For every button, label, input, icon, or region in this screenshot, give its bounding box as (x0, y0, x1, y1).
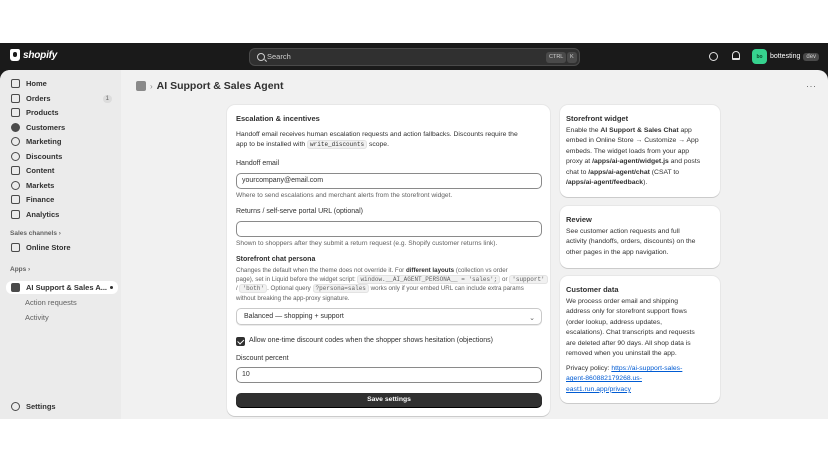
customer-data-card (560, 276, 720, 403)
person-icon (11, 123, 20, 132)
orders-icon (11, 94, 20, 103)
home-icon (11, 79, 20, 88)
app-icon (136, 81, 146, 91)
card-title: Review (566, 215, 592, 224)
sw-text: embeds. The widget loads from your app (566, 147, 690, 155)
privacy-label: Privacy policy: (566, 365, 610, 372)
admin-surface (0, 70, 828, 419)
sidebar-item-customers[interactable] (6, 121, 118, 134)
card-title: Customer data (566, 285, 619, 294)
sidebar-item-ai-agent[interactable] (6, 281, 118, 294)
sidebar-subitem-action-requests[interactable]: Action requests (25, 298, 77, 307)
sidebar-item-label: Analytics (26, 210, 60, 219)
persona-code-2: 'support' (509, 275, 547, 284)
sw-text: proxy at (566, 158, 591, 166)
privacy-link[interactable]: east1.run.app/privacy (566, 385, 631, 393)
handoff-email-help: Where to send escalations and merchant alerts from the storefront widget. (236, 192, 453, 199)
sidebar-item-label: Discounts (26, 152, 63, 161)
more-actions-icon[interactable]: ··· (806, 81, 817, 91)
persona-desc-5: / (236, 285, 238, 293)
sidebar-item-label: Online Store (26, 243, 71, 252)
scope-code: write_discounts (307, 140, 367, 149)
sw-text-bold: AI Support & Sales Chat (600, 127, 679, 134)
intro-text (236, 130, 546, 151)
persona-code-3: 'both' (239, 284, 267, 293)
persona-selected-value: Balanced — shopping + support (244, 313, 344, 320)
persona-desc-8: without breaking the app-proxy signature. (236, 294, 350, 302)
sidebar-item-discounts[interactable] (6, 150, 118, 163)
sw-text: and posts (670, 158, 701, 166)
persona-desc-4: or (502, 276, 508, 284)
handoff-email-field[interactable]: yourcompany@email.com (236, 173, 542, 189)
active-dot (110, 286, 113, 289)
dev-badge: dev (803, 53, 819, 61)
save-settings-button[interactable]: Save settings (236, 393, 542, 407)
storefront-widget-card (560, 105, 720, 197)
apps-label: Apps (10, 266, 27, 273)
discount-percent-field[interactable]: 10 (236, 367, 542, 383)
intro-line-1: Handoff email receives human escalation requests and action fallbacks. Discounts require the (236, 131, 518, 138)
sw-text: Enable the (566, 127, 599, 134)
sidebar-item-label: Customers (26, 123, 66, 132)
storefront-widget-text (566, 126, 718, 188)
chart-icon (11, 210, 20, 219)
review-line: activity (handoffs, orders, discounts) on the (566, 238, 696, 246)
persona-desc-7: works only if your embed URL can include extra params (370, 285, 524, 293)
customer-data-line: address only for storefront support flows (566, 308, 687, 316)
persona-desc-6: . Optional query (267, 285, 311, 293)
returns-url-help: Shown to shoppers after they submit a return request (e.g. Shopify customer returns link). (236, 240, 498, 247)
page-title: AI Support & Sales Agent (156, 80, 284, 92)
persona-desc-1: Changes the default when the theme does not override it. For (236, 267, 405, 274)
sidebar-item-marketing[interactable] (6, 135, 118, 148)
review-line: other pages in the app navigation. (566, 248, 669, 256)
privacy-link[interactable]: https://ai-support-sales- (611, 365, 683, 372)
intro-line-3: scope. (368, 141, 389, 149)
sidebar-item-label: Settings (26, 402, 56, 411)
persona-code-4: ?persona=sales (313, 284, 369, 293)
customer-data-text (566, 297, 718, 359)
sidebar-item-markets[interactable] (6, 179, 118, 192)
bell-icon[interactable] (732, 51, 740, 60)
sidebar (0, 70, 121, 419)
sidebar-item-label: Finance (26, 195, 55, 204)
sw-text-bold: /apps/ai-agent/widget.js (592, 158, 669, 166)
customer-data-line: (order lookup, address updates, (566, 318, 662, 326)
tag-icon (11, 108, 20, 117)
page-header (136, 80, 283, 92)
sidebar-item-label: AI Support & Sales A... (26, 283, 107, 292)
user-name: bottesting (770, 53, 801, 60)
handoff-email-label: Handoff email (236, 160, 280, 167)
card-title: Escalation & incentives (236, 114, 320, 123)
search-bar[interactable] (249, 48, 580, 66)
sidebar-item-label: Marketing (26, 137, 62, 146)
returns-url-label: Returns / self-serve portal URL (optional) (236, 208, 363, 215)
review-line: See customer action requests and full (566, 228, 680, 235)
sidebar-item-label: Markets (26, 181, 55, 190)
chevron-updown-icon: ⌄ (529, 315, 535, 322)
apps-heading[interactable]: Apps › (10, 266, 31, 273)
sidebar-item-products[interactable] (6, 106, 118, 119)
persona-title: Storefront chat persona (236, 256, 316, 263)
returns-url-field[interactable] (236, 221, 542, 237)
sw-text-bold: /apps/ai-agent/chat (588, 168, 650, 176)
shortcut-k: K (567, 52, 577, 63)
chevron-right-icon: › (150, 81, 153, 91)
logo-text: shopify (23, 49, 58, 61)
globe-icon (11, 181, 20, 190)
discount-objections-label: Allow one-time discount codes when the shopper shows hesitation (objections) (249, 337, 493, 344)
admin-window (0, 43, 828, 419)
customer-data-line: are deleted after 90 days. All shop data is (566, 339, 691, 347)
sw-text: ). (643, 179, 648, 187)
store-icon (11, 243, 20, 252)
search-icon (257, 53, 265, 61)
sidebar-item-online-store[interactable] (6, 241, 118, 254)
sw-text: (CSAT to (651, 168, 680, 176)
sidebar-item-settings[interactable] (6, 400, 118, 413)
sidebar-item-content[interactable] (6, 164, 118, 177)
orders-count-badge: 1 (103, 95, 112, 103)
review-card (560, 206, 720, 268)
sw-text: chat to (566, 168, 587, 176)
avatar: bo (752, 49, 767, 64)
sidebar-item-label: Content (26, 166, 55, 175)
shopify-bag-icon (10, 49, 20, 61)
card-title: Storefront widget (566, 114, 629, 123)
sw-text-bold: /apps/ai-agent/feedback (566, 179, 644, 187)
escalation-card (227, 105, 550, 416)
store-icon[interactable] (709, 52, 718, 61)
persona-desc-2: (collection vs order (455, 267, 508, 274)
sidebar-subitem-activity[interactable]: Activity (25, 313, 49, 322)
shopify-logo[interactable] (10, 49, 57, 61)
user-menu[interactable] (752, 49, 819, 64)
sidebar-item-analytics[interactable] (6, 208, 118, 221)
persona-description (236, 266, 548, 303)
sidebar-item-home[interactable] (6, 77, 118, 90)
persona-desc-bold: different layouts (405, 267, 455, 274)
sidebar-item-label: Orders (26, 94, 51, 103)
review-text (566, 227, 718, 258)
discount-icon (11, 152, 20, 161)
customer-data-line: escalations). Chat transcripts and requests (566, 329, 695, 337)
bank-icon (11, 195, 20, 204)
discount-percent-label: Discount percent (236, 355, 289, 362)
sw-text: embed in Online Store → Customize → App (566, 137, 699, 145)
persona-select[interactable] (236, 308, 542, 325)
sidebar-item-finance[interactable] (6, 193, 118, 206)
discount-objections-checkbox[interactable] (236, 337, 245, 346)
sales-channels-heading[interactable]: Sales channels › (10, 230, 61, 237)
intro-line-2: app to be installed with (236, 141, 306, 149)
search-placeholder: Search (267, 52, 291, 61)
privacy-policy (566, 364, 718, 395)
gear-icon (11, 402, 20, 411)
privacy-link[interactable]: agent-860882179268.us- (566, 375, 642, 383)
content-icon (11, 166, 20, 175)
customer-data-line: We process order email and shipping (566, 298, 679, 305)
persona-code-1: window.__AI_AGENT_PERSONA__ = 'sales'; (357, 275, 500, 284)
shortcut-ctrl: CTRL (546, 52, 566, 63)
target-icon (11, 137, 20, 146)
customer-data-line: removed when you uninstall the app. (566, 350, 677, 358)
sidebar-item-label: Products (26, 108, 59, 117)
persona-desc-3: page), set in Liquid before the widget script: (236, 276, 356, 284)
app-icon (11, 283, 20, 292)
sidebar-item-orders[interactable] (6, 92, 118, 105)
sw-text: app (680, 127, 692, 134)
sales-channels-label: Sales channels (10, 230, 57, 237)
sidebar-item-label: Home (26, 79, 47, 88)
top-bar (0, 43, 828, 70)
